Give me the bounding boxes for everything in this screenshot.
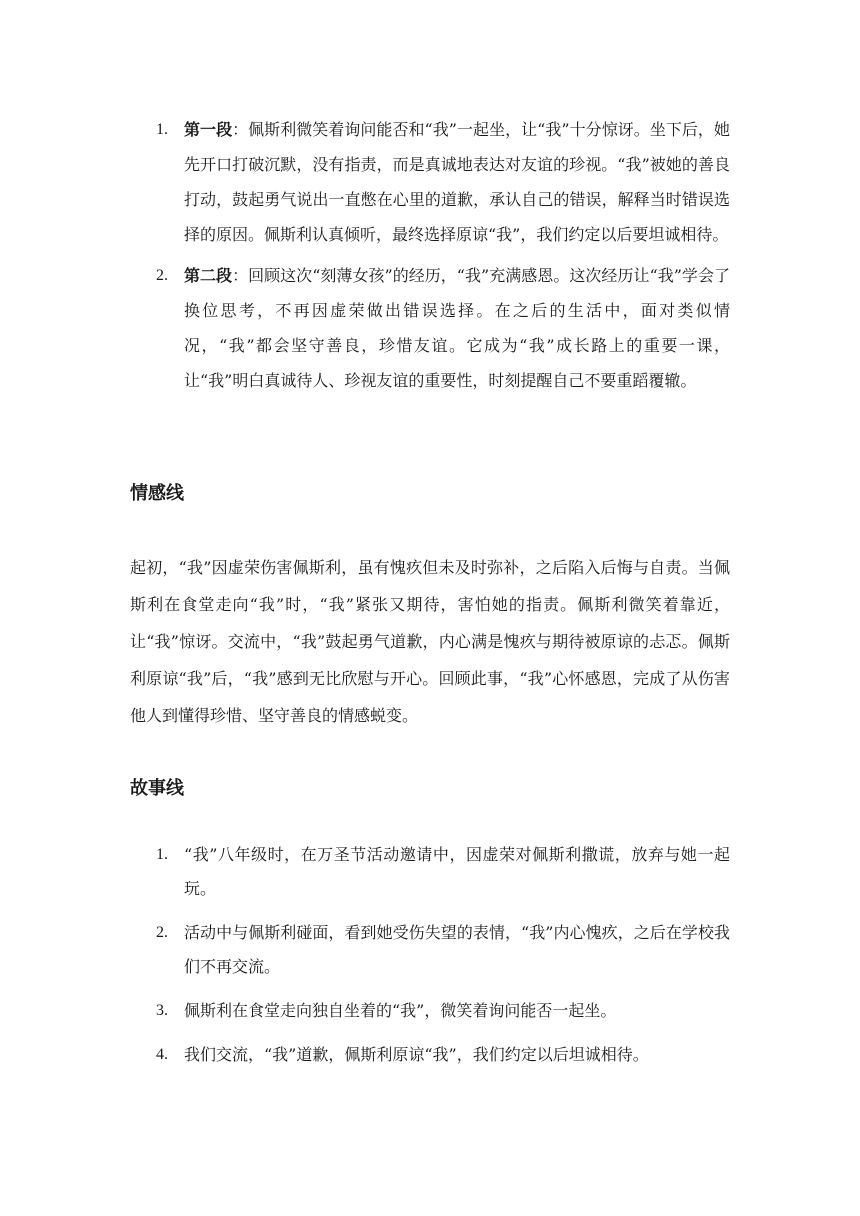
list-item-text: 我们交流，“我”道歉，佩斯利原谅“我”，我们约定以后坦诚相待。 [184, 1045, 649, 1064]
list-number: 2. [156, 267, 168, 284]
emotion-line-paragraph: 起初，“我”因虚荣伤害佩斯利，虽有愧疚但未及时弥补，之后陷入后悔与自责。当佩斯利在食堂走向“我”时，“我”紧张又期待，害怕她的指责。佩斯利微笑着靠近，让“我”惊讶。交流中，“我”鼓起勇气道歉，内心满是愧疚与期待被原谅的忐忑。佩斯利原谅“我”后，“我”感到无比欣慰与开心。回顾此事，“我”心怀感恩，完成了从伤害他人到懂得珍惜、坚守善良的情感蜕变。 [130, 558, 730, 725]
list-item-text: ：回顾这次“刻薄女孩”的经历，“我”充满感恩。这次经历让“我”学会了换位思考，不再因虚荣做出错误选择。在之后的生活中，面对类似情况，“我”都会坚守善良，珍惜友谊。它成为“我”成长路上的重要一课，让“我”明白真诚待人、珍视友谊的重要性，时刻提醒自己不要重蹈覆辙。 [184, 266, 730, 390]
paragraph-summary-list [130, 112, 730, 398]
list-item-lead: 第一段 [184, 120, 233, 139]
list-item [130, 258, 730, 398]
list-item-text: 活动中与佩斯利碰面，看到她受伤失望的表情，“我”内心愧疚，之后在学校我们不再交流。 [184, 923, 730, 976]
list-number: 1. [156, 846, 168, 863]
list-item-text: 佩斯利在食堂走向独自坐着的“我”，微笑着询问能否一起坐。 [184, 1001, 617, 1020]
list-item [130, 1038, 730, 1072]
list-item [130, 994, 730, 1028]
list-item [130, 112, 730, 252]
list-item-text: ：佩斯利微笑着询问能否和“我”一起坐，让“我”十分惊讶。坐下后，她先开口打破沉默，没有指责，而是真诚地表达对友谊的珍视。“我”被她的善良打动，鼓起勇气说出一直憋在心里的道歉，承认自己的错误，解释当时错误选择的原因。佩斯利认真倾听，最终选择原谅“我”，我们约定以后要坦诚相待。 [184, 120, 730, 244]
list-number: 1. [156, 121, 168, 138]
story-line-heading: 故事线 [130, 778, 184, 799]
list-item [130, 916, 730, 984]
list-item-lead: 第二段 [184, 266, 233, 285]
list-number: 4. [156, 1046, 168, 1063]
story-line-list [130, 838, 730, 1072]
list-number: 3. [156, 1002, 168, 1019]
list-item-text: “我”八年级时，在万圣节活动邀请中，因虚荣对佩斯利撒谎，放弃与她一起玩。 [184, 845, 730, 898]
list-item [130, 838, 730, 906]
emotion-line-heading: 情感线 [130, 483, 184, 504]
list-number: 2. [156, 924, 168, 941]
